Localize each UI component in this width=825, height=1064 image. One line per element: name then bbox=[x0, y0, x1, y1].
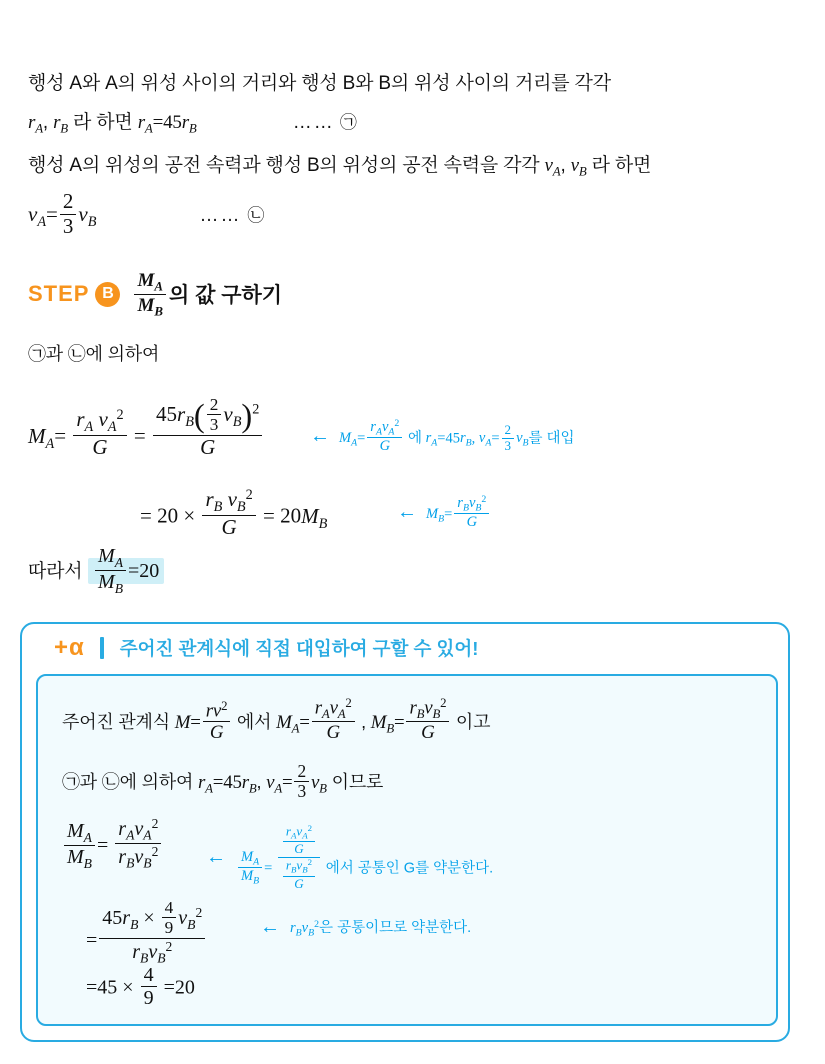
alpha-line-2: ㉠과 ㉡에 의하여 $r_A=45r_B$, $v_A=$ $\frac{2}{3}$ $v_B$ 이므로 bbox=[62, 762, 384, 802]
dots-1: …… bbox=[292, 112, 335, 133]
alpha-eq-3: =45 × $\frac{4}{9}$ =20 bbox=[86, 964, 195, 1010]
annotation-1 bbox=[310, 418, 575, 455]
alpha-line-2-pre: ㉠과 ㉡에 의하여 bbox=[62, 771, 194, 792]
step-label: STEP bbox=[28, 281, 90, 307]
problem-line-2-text: 라 하면 bbox=[73, 112, 133, 133]
arrow-left-icon-4: ← bbox=[260, 916, 280, 938]
plus-alpha-content bbox=[36, 674, 778, 1026]
body-intro-text: ㉠과 ㉡에 의하여 bbox=[28, 344, 160, 364]
alpha-line-2-tail: 이므로 bbox=[331, 771, 384, 792]
alpha-annotation-2 bbox=[260, 916, 471, 939]
alpha-line-1-mid: 에서 bbox=[236, 711, 272, 732]
step-badge: B bbox=[95, 282, 120, 307]
math-m-formula: M= $\frac{rv^2}{G}$ bbox=[175, 712, 237, 733]
math-v-b: $v_B$ bbox=[570, 155, 587, 179]
plus-alpha-header bbox=[54, 634, 478, 662]
alpha-annotation-1 bbox=[206, 824, 493, 891]
frac-3-den: 3 bbox=[60, 214, 77, 239]
frac-4-num: 4 bbox=[143, 964, 154, 986]
step-title: $\frac{M_A}{M_B}$ 의 값 구하기 bbox=[132, 270, 282, 319]
conclusion-number: 20 bbox=[139, 559, 160, 582]
alpha-annotation-2-text: $r_Bv_B^2$은 공통이므로 약분한다. bbox=[290, 919, 472, 939]
math-m-b-formula: $M_B=$ $\frac{r_Bv_B^2}{G}$ bbox=[371, 712, 456, 733]
divider bbox=[100, 637, 104, 659]
conclusion bbox=[28, 545, 164, 596]
problem-line-3-text: 행성 A의 위성의 공전 속력과 행성 B의 위성의 공전 속력을 각각 bbox=[28, 155, 540, 176]
mark-circle-1: ㉠ bbox=[339, 113, 357, 132]
problem-line-4 bbox=[28, 190, 264, 238]
annotation-2-text: $M_B=$ $\frac{r_Bv_B^2}{G}$ bbox=[426, 494, 491, 531]
problem-line-2: $r_A$, $r_B$ 라 하면 $r_A=45r_B$ …… ㉠ bbox=[28, 112, 357, 136]
math-relation-1b: $r_A=45r_B$ bbox=[197, 771, 257, 796]
math-relation-2b: $v_A=$ $\frac{2}{3}$ $v_B$ bbox=[266, 762, 327, 802]
alpha-annotation-1-tail: 에서 공통인 G를 약분한다. bbox=[325, 860, 494, 877]
math-r-b: $r_B$ bbox=[53, 112, 68, 136]
conclusion-value: $\frac{M_A}{M_B}$ =20 bbox=[88, 558, 164, 584]
step-title-text: 의 값 구하기 bbox=[168, 284, 283, 308]
math-m-a-formula: $M_A=$ $\frac{r_Av_A^2}{G}$ bbox=[276, 712, 361, 733]
alpha-line-1-tail: 이고 bbox=[455, 711, 491, 732]
step-header bbox=[28, 270, 282, 319]
plus-alpha-title: 주어진 관계식에 직접 대입하여 구할 수 있어! bbox=[119, 638, 479, 659]
alpha-icon: α bbox=[69, 634, 84, 661]
arrow-left-icon-2: ← bbox=[397, 500, 417, 523]
problem-line-3-tail: 라 하면 bbox=[591, 155, 652, 176]
arrow-left-icon: ← bbox=[310, 424, 330, 447]
equation-m-a: $M_A=$ $\frac{r_A v_A^2}{G}$ = $45r_B$( $\frac{2}{3}$ $v_B)^2$ G bbox=[28, 395, 264, 460]
alpha-eq-2: = $45r_B$ × $\frac{4}{9}$ $v_B^2$ $r_Bv_B^2$ bbox=[86, 898, 207, 965]
alpha-line-1: 주어진 관계식 M= $\frac{rv^2}{G}$ 에서 $M_A=$ $\frac{r_Av_A^2}{G}$ , $M_B=$ $\frac{r_Bv_B^2}{G}$ 이고 bbox=[62, 696, 491, 744]
frac-9-den: 9 bbox=[141, 986, 157, 1009]
alpha-eq-1: $\frac{M_A}{M_B}$ = $\frac{r_Av_A^2}{r_Bv_B^2}$ bbox=[62, 816, 163, 871]
frac-2-num: 2 bbox=[62, 189, 74, 213]
math-relation-2: $v_A=$ $\frac{2}{3}$ $v_B$ bbox=[28, 189, 97, 238]
math-v-a: $v_A$ bbox=[544, 155, 561, 179]
mark-circle-2: ㉡ bbox=[247, 205, 265, 225]
annotation-1-text: $M_A=$ $\frac{r_Av_A^2}{G}$ 에 $r_A=45r_B$, $v_A=$ $\frac{2}{3}$ $v_B$를 대입 bbox=[339, 418, 575, 455]
alpha-annotation-1-text: $\frac{M_A}{M_B}$ = $\frac{\frac{r_Av_A^2}{G}}{\frac{r_Bv_B^2}{G}}$ 에서 공통인 G를 약분한다. bbox=[236, 824, 493, 891]
plus-alpha-box bbox=[20, 622, 790, 1042]
dots-2: …… bbox=[199, 204, 242, 226]
math-relation-1: $r_A=45r_B$ bbox=[137, 112, 197, 136]
math-r-a: $r_A$ bbox=[28, 112, 43, 136]
annotation-2 bbox=[397, 494, 491, 531]
alpha-final-value: =20 bbox=[163, 976, 195, 999]
problem-line-1-text: 행성 A와 A의 위성 사이의 거리와 행성 B와 B의 위성 사이의 거리를 각각 bbox=[28, 73, 611, 94]
body-intro bbox=[28, 340, 159, 366]
equation-m-a-result: = 20 × $\frac{r_B v_B^2}{G}$ = $20M_B$ bbox=[140, 487, 328, 540]
conclusion-label: 따라서 bbox=[28, 560, 83, 582]
problem-line-1 bbox=[28, 68, 611, 95]
plus-icon: + bbox=[54, 634, 69, 661]
arrow-left-icon-3: ← bbox=[206, 846, 226, 869]
alpha-line-1-pre: 주어진 관계식 bbox=[62, 711, 170, 732]
problem-line-3: 행성 A의 위성의 공전 속력과 행성 B의 위성의 공전 속력을 각각 $v_A$, $v_B$ 라 하면 bbox=[28, 155, 652, 179]
